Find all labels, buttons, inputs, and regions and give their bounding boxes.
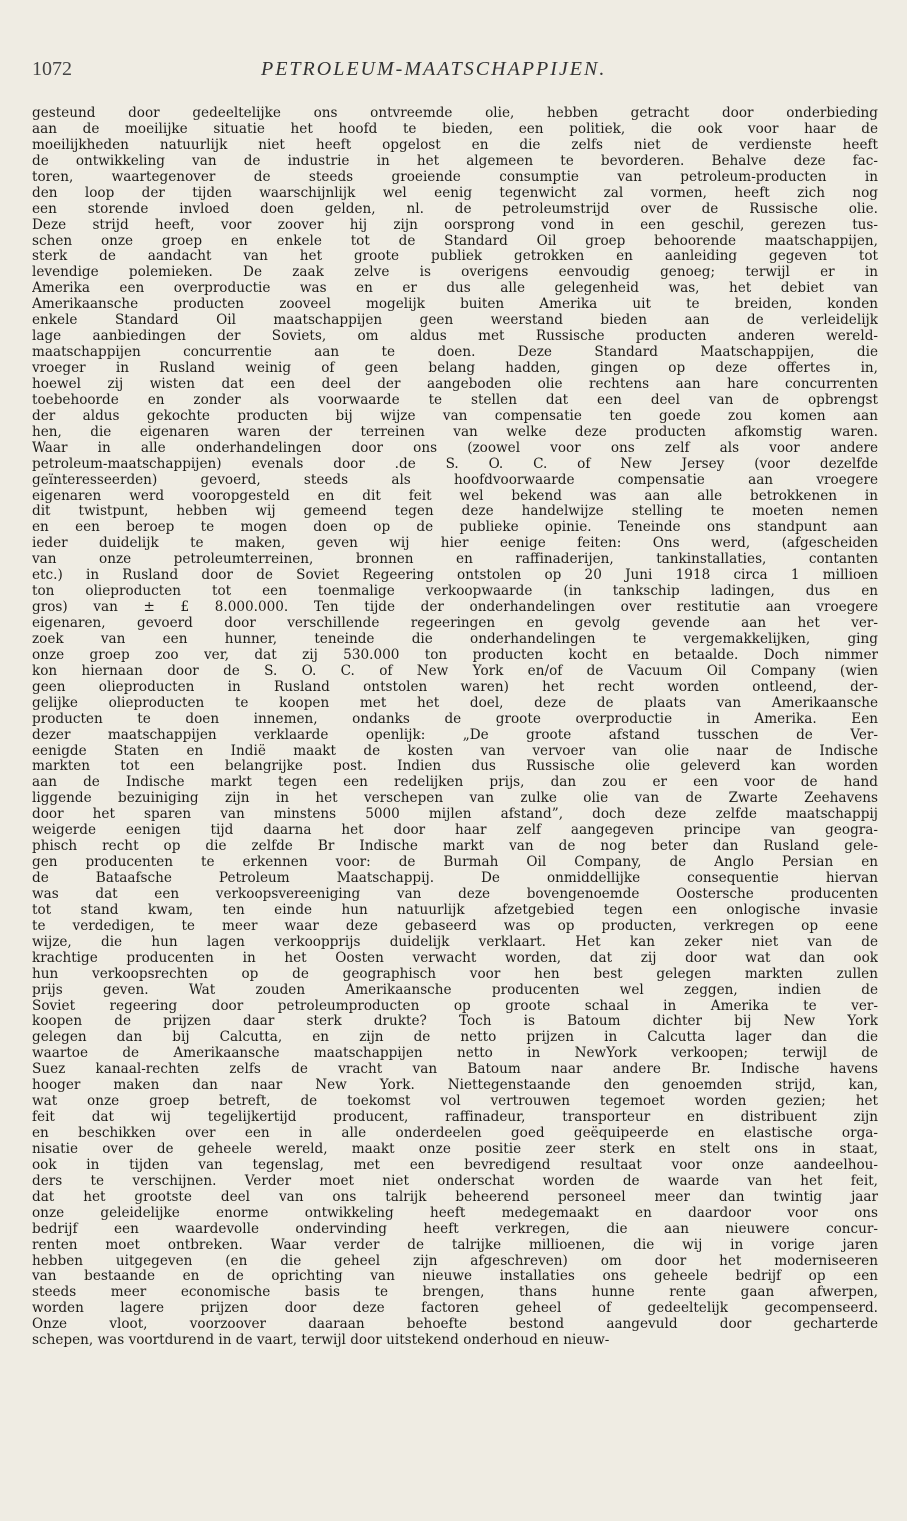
text-line: een storende invloed doen gelden, nl. de petroleumstrijd over de Russische olie.	[32, 201, 878, 217]
text-line: gros) van ± £ 8.000.000. Ten tijde der onderhandelingen over restitutie aan vroegere	[32, 600, 878, 616]
text-line: markten tot een belangrijke post. Indien dus Russische olie geleverd kan worden	[32, 759, 878, 775]
text-line: geen olieproducten in Rusland ontstolen waren) het recht worden ontleend, der-	[32, 679, 878, 695]
text-line: gen producenten te erkennen voor: de Burmah Oil Company, de Anglo Persian en	[32, 855, 878, 871]
text-line: dat het grootste deel van ons talrijk beheerend personeel meer dan twintig jaar	[32, 1189, 878, 1205]
text-line: eenigde Staten en Indië maakt de kosten van vervoer van olie naar de Indische	[32, 743, 878, 759]
text-line: schepen, was voortdurend in de vaart, terwijl door uitstekend onderhoud en nieuw-	[32, 1333, 610, 1349]
text-line: nisatie over de geheele wereld, maakt onze positie zeer sterk en stelt ons in staat,	[32, 1141, 878, 1157]
text-line: van bestaande en de oprichting van nieuwe installaties ons geheele bedrijf op een	[32, 1269, 878, 1285]
text-line: petroleum-maatschappijen) evenals door .de S. O. C. of New Jersey (voor dezelfde	[32, 456, 878, 472]
text-line: krachtige producenten in het Oosten verwacht worden, dat zij door wat dan ook	[32, 950, 878, 966]
text-line: kon hiernaan door de S. O. C. of New York en/of de Vacuum Oil Company (wien	[32, 663, 878, 679]
text-line: eigenaren werd vooropgesteld en dit feit wel bekend was aan alle betrokkenen in	[32, 488, 878, 504]
text-line: Onze vloot, voorzoover daaraan behoefte bestond aangevuld door gecharterde	[32, 1317, 878, 1333]
text-line: lage aanbiedingen der Soviets, om aldus met Russische producten anderen wereld-	[32, 329, 878, 345]
text-line: waartoe de Amerikaansche maatschappijen netto in NewYork verkoopen; terwijl de	[32, 1046, 878, 1062]
text-line: te verdedigen, te meer waar deze gebaseerd was op producten, verkregen op eene	[32, 918, 878, 934]
text-line: Amerikaansche producten zooveel mogelijk buiten Amerika uit te breiden, konden	[32, 297, 878, 313]
text-line: phisch recht op die zelfde Br Indische markt van de nog beter dan Rusland gele-	[32, 839, 878, 855]
text-line: door het sparen van minstens 5000 mijlen afstand”, doch deze zelfde maatschappij	[32, 807, 878, 823]
text-line: zoek van een hunner, teneinde die onderhandelingen te vergemakkelijken, ging	[32, 631, 878, 647]
text-line: etc.) in Rusland door de Soviet Regeering ontstolen op 20 Juni 1918 circa 1 millioen	[32, 568, 878, 584]
text-line: vroeger in Rusland weinig of geen belang hadden, gingen op deze offertes in,	[32, 361, 878, 376]
text-line: ders te verschijnen. Verder moet niet onderschat worden de waarde van het feit,	[32, 1173, 878, 1189]
text-line: der aldus gekochte producten bij wijze van compensatie ten goede zou komen aan	[32, 408, 878, 424]
text-line: dit twistpunt, hebben wij gemeend tegen deze handelwijze stelling te moeten nemen	[32, 504, 878, 520]
text-line: toren, waartegenover de steeds groeiende consumptie van petroleum-producten in	[32, 169, 878, 185]
text-line: moeilijkheden natuurlijk niet heeft opgelost en die zelfs niet de verdienste heeft	[32, 137, 878, 153]
text-line: Amerika een overproductie was en er dus alle gelegenheid was, het debiet van	[32, 281, 878, 297]
page-header	[32, 58, 878, 84]
text-line: sterk de aandacht van het groote publiek getrokken en aanleiding gegeven tot	[32, 249, 878, 265]
text-line: onze groep zoo ver, dat zij 530.000 ton producten kocht en betaalde. Doch nimmer	[32, 647, 878, 663]
text-line: wat onze groep betreft, de toekomst vol vertrouwen tegemoet worden gezien; het	[32, 1094, 878, 1110]
text-line: de ontwikkeling van de industrie in het algemeen te bevorderen. Behalve deze fac-	[32, 153, 878, 169]
text-line: onze geleidelijke enorme ontwikkeling heeft medegemaakt en daardoor voor ons	[32, 1205, 878, 1221]
text-line: ieder duidelijk te maken, geven wij hier eenige feiten: Ons werd, (afgescheiden	[32, 536, 878, 552]
text-line: gelegen dan bij Calcutta, en zijn de netto prijzen in Calcutta lager dan die	[32, 1030, 878, 1046]
text-line: steeds meer economische basis te brengen, thans hunne rente gaan afwerpen,	[32, 1285, 878, 1301]
text-line: prijs geven. Wat zouden Amerikaansche producenten wel zeggen, indien de	[32, 982, 878, 998]
text-line: toebehoorde en zonder als voorwaarde te stellen dat een deel van de opbrengst	[32, 392, 878, 408]
text-line: Waar in alle onderhandelingen door ons (zoowel voor ons zelf als voor andere	[32, 440, 878, 456]
text-line: worden lagere prijzen door deze factoren geheel of gedeeltelijk gecompenseerd.	[32, 1301, 878, 1317]
text-line: weigerde eenigen tijd daarna het door haar zelf aangegeven principe van geogra-	[32, 823, 878, 839]
page-number: 1072	[32, 58, 72, 80]
text-line: levendige polemieken. De zaak zelve is overigens eenvoudig genoeg; terwijl er in	[32, 265, 878, 281]
text-line: ton olieproducten tot een toenmalige verkoopwaarde (in tankschip ladingen, dus en	[32, 584, 878, 600]
text-line: tot stand kwam, ten einde hun natuurlijk afzetgebied tegen een onlogische invasie	[32, 902, 878, 918]
text-line: Soviet regeering door petroleumproducten op groote schaal in Amerika te ver-	[32, 998, 878, 1014]
text-line: hebben uitgegeven (en die geheel zijn afgeschreven) om door het moderniseeren	[32, 1253, 878, 1269]
text-line: hoewel zij wisten dat een deel der aangeboden olie rechtens aan hare concurrenten	[32, 376, 878, 392]
text-line: gelijke olieproducten te koopen met het doel, deze de plaats van Amerikaansche	[32, 695, 878, 711]
text-line: feit dat wij tegelijkertijd producent, raffinadeur, transporteur en distribuent zijn	[32, 1110, 878, 1126]
text-line: hun verkoopsrechten op de geographisch voor hen best gelegen markten zullen	[32, 966, 878, 982]
text-line: geïnteresseerden) gevoerd, steeds als hoofdvoorwaarde compensatie aan vroegere	[32, 472, 878, 488]
body-text	[32, 106, 878, 1349]
text-line: wijze, die hun lagen verkoopprijs duidelijk verklaart. Het kan zeker niet van de	[32, 934, 878, 950]
text-line: hooger maken dan naar New York. Niettegenstaande den genoemden strijd, kan,	[32, 1078, 878, 1094]
text-line: aan de Indische markt tegen een redelijken prijs, dan zou er een voor de hand	[32, 775, 878, 791]
text-line: de Bataafsche Petroleum Maatschappij. De onmiddellijke consequentie hiervan	[32, 871, 878, 886]
text-line: van onze petroleumterreinen, bronnen en raffinaderijen, tankinstallaties, contanten	[32, 552, 878, 568]
text-line: bedrijf een waardevolle ondervinding heeft verkregen, die aan nieuwere concur-	[32, 1221, 878, 1237]
text-line: eigenaren, gevoerd door verschillende regeeringen en gevolg gevende aan het ver-	[32, 616, 878, 631]
text-line: en een beroep te mogen doen op de publieke opinie. Teneinde ons standpunt aan	[32, 520, 878, 536]
text-line: aan de moeilijke situatie het hoofd te bieden, een politiek, die ook voor haar de	[32, 121, 878, 137]
text-line: den loop der tijden waarschijnlijk wel eenig tegenwicht zal vormen, heeft zich nog	[32, 185, 878, 201]
text-line: dezer maatschappijen verklaarde openlijk: „De groote afstand tusschen de Ver-	[32, 727, 878, 743]
text-line: maatschappijen concurrentie aan te doen. Deze Standard Maatschappijen, die	[32, 345, 878, 361]
text-line: ook in tijden van tegenslag, met een bevredigend resultaat voor onze aandeelhou-	[32, 1157, 878, 1173]
text-line: renten moet ontbreken. Waar verder de talrijke millioenen, die wij in vorige jaren	[32, 1237, 878, 1253]
running-title: PETROLEUM-MAATSCHAPPIJEN.	[261, 58, 607, 80]
text-line: producten te doen innemen, ondanks de groote overproductie in Amerika. Een	[32, 711, 878, 727]
text-line: Deze strijd heeft, voor zoover hij zijn oorsprong vond in een geschil, gerezen tus-	[32, 217, 878, 233]
text-line: en beschikken over een in alle onderdeelen goed geëquipeerde en elastische orga-	[32, 1126, 878, 1141]
text-line: gesteund door gedeeltelijke ons ontvreemde olie, hebben getracht door onderbieding	[32, 106, 878, 121]
text-line: Suez kanaal-rechten zelfs de vracht van Batoum naar andere Br. Indische havens	[32, 1062, 878, 1078]
text-line: enkele Standard Oil maatschappijen geen weerstand bieden aan de verleidelijk	[32, 313, 878, 329]
text-line: schen onze groep en enkele tot de Standard Oil groep behoorende maatschappijen,	[32, 233, 878, 249]
text-line: koopen de prijzen daar sterk drukte? Toch is Batoum dichter bij New York	[32, 1014, 878, 1030]
text-line: was dat een verkoopsvereeniging van deze bovengenoemde Oostersche producenten	[32, 886, 878, 902]
text-line: liggende bezuiniging zijn in het verschepen van zulke olie van de Zwarte Zeehavens	[32, 791, 878, 807]
text-line: hen, die eigenaren waren der terreinen van welke deze producten afkomstig waren.	[32, 424, 878, 440]
